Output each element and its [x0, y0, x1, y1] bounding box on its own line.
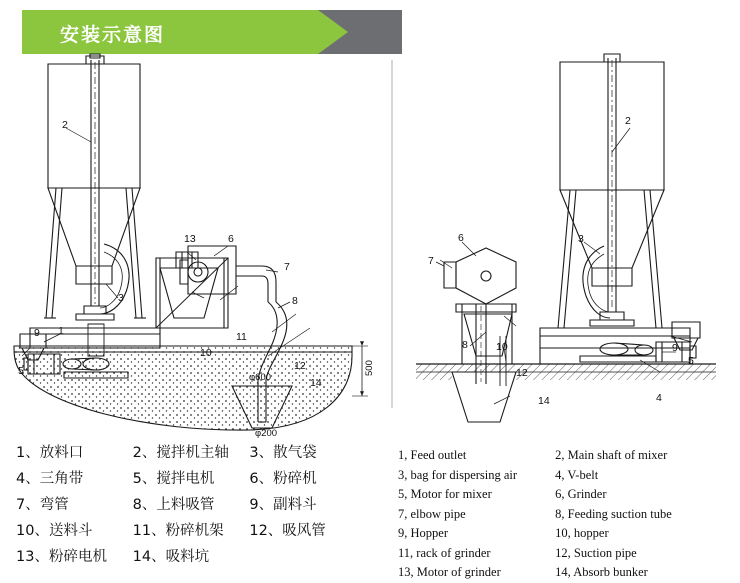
- callout-left-1: 1: [58, 325, 64, 337]
- legend-item: 9, Hopper: [398, 526, 448, 540]
- legend-english: [398, 446, 728, 583]
- legend-item: 7, elbow pipe: [398, 506, 466, 521]
- page-title: 安装示意图: [60, 24, 166, 46]
- legend-row: [398, 544, 728, 564]
- legend-item: 1、放料口: [16, 445, 84, 461]
- callout-left-3: 3: [118, 292, 124, 304]
- technical-drawing: [0, 56, 740, 439]
- callout-right-14: 14: [538, 395, 550, 407]
- legend-item: 6、粉碎机: [249, 471, 317, 487]
- legend-row: [16, 466, 366, 492]
- legend-item: 3、散气袋: [249, 445, 317, 461]
- legend-item: 4、三角带: [16, 471, 84, 487]
- callout-right-2: 2: [625, 115, 631, 127]
- legend-item: 9、副料斗: [249, 497, 317, 513]
- callout-left-2: 2: [62, 119, 68, 131]
- legend-row: [398, 563, 728, 583]
- header-banner: [22, 10, 402, 54]
- callout-left-11: 11: [236, 331, 247, 343]
- legend-item: 7、弯管: [16, 497, 69, 513]
- callout-left-6: 6: [228, 233, 234, 245]
- legend-item: 4, V-belt: [555, 467, 599, 482]
- callout-right-10: 10: [496, 341, 508, 353]
- legend-item: 8, Feeding suction tube: [555, 506, 672, 521]
- callout-left-7: 7: [284, 261, 290, 273]
- callout-right-4: 4: [656, 392, 662, 404]
- callout-left-5: 5: [18, 365, 24, 377]
- legend-row: [16, 492, 366, 518]
- dimension-500: 500: [364, 360, 375, 376]
- callout-right-8: 8: [462, 339, 468, 351]
- legend-item: 2, Main shaft of mixer: [555, 448, 668, 462]
- legend-item: 10、送料斗: [16, 523, 93, 539]
- legend-row: [398, 505, 728, 525]
- legend-item: 14, Absorb bunker: [555, 565, 648, 579]
- dimension-phi200: φ200: [255, 428, 278, 439]
- callout-right-12: 12: [516, 367, 528, 379]
- legend-item: 13, Motor of grinder: [398, 565, 501, 579]
- legend-item: 5、搅拌电机: [132, 471, 215, 487]
- dimension-phi600: φ600: [249, 372, 272, 383]
- callout-left-9: 9: [34, 327, 40, 339]
- legend-item: 1, Feed outlet: [398, 448, 467, 462]
- legend-row: [16, 440, 366, 466]
- legend-item: 14、吸料坑: [132, 549, 210, 565]
- callout-left-12: 12: [294, 360, 306, 372]
- legend-item: 5, Motor for mixer: [398, 487, 492, 501]
- callout-left-8: 8: [292, 295, 298, 307]
- legend-item: 8、上料吸管: [132, 497, 215, 513]
- callout-left-14: 14: [310, 377, 322, 389]
- legend-item: 11、粉碎机架: [132, 523, 224, 539]
- legend-item: 6, Grinder: [555, 487, 607, 501]
- legend-item: [249, 544, 366, 570]
- callout-right-3: 3: [578, 233, 584, 245]
- callout-right-5: 5: [688, 355, 694, 367]
- callout-left-13: 13: [184, 233, 196, 245]
- legend-item: 10, hopper: [555, 526, 609, 540]
- legend-row: [398, 446, 728, 466]
- legend-item: 13、粉碎电机: [16, 549, 107, 565]
- legend-row: [398, 524, 728, 544]
- legend-chinese: [16, 440, 366, 570]
- callout-right-6: 6: [458, 232, 464, 244]
- legend-item: 11, rack of grinder: [398, 545, 491, 560]
- legend-row: [16, 518, 366, 544]
- legend-item: 3, bag for dispersing air: [398, 467, 518, 482]
- legend-item: 12、吸风管: [249, 523, 326, 539]
- legend-row: [16, 544, 366, 570]
- legend-item: 2、搅拌机主轴: [132, 445, 229, 461]
- legend-row: [398, 485, 728, 505]
- callout-right-9: 9: [672, 342, 678, 354]
- callout-right-7: 7: [428, 255, 434, 267]
- legend-item: 12, Suction pipe: [555, 545, 637, 560]
- callout-left-10: 10: [200, 347, 212, 359]
- legend-row: [398, 466, 728, 486]
